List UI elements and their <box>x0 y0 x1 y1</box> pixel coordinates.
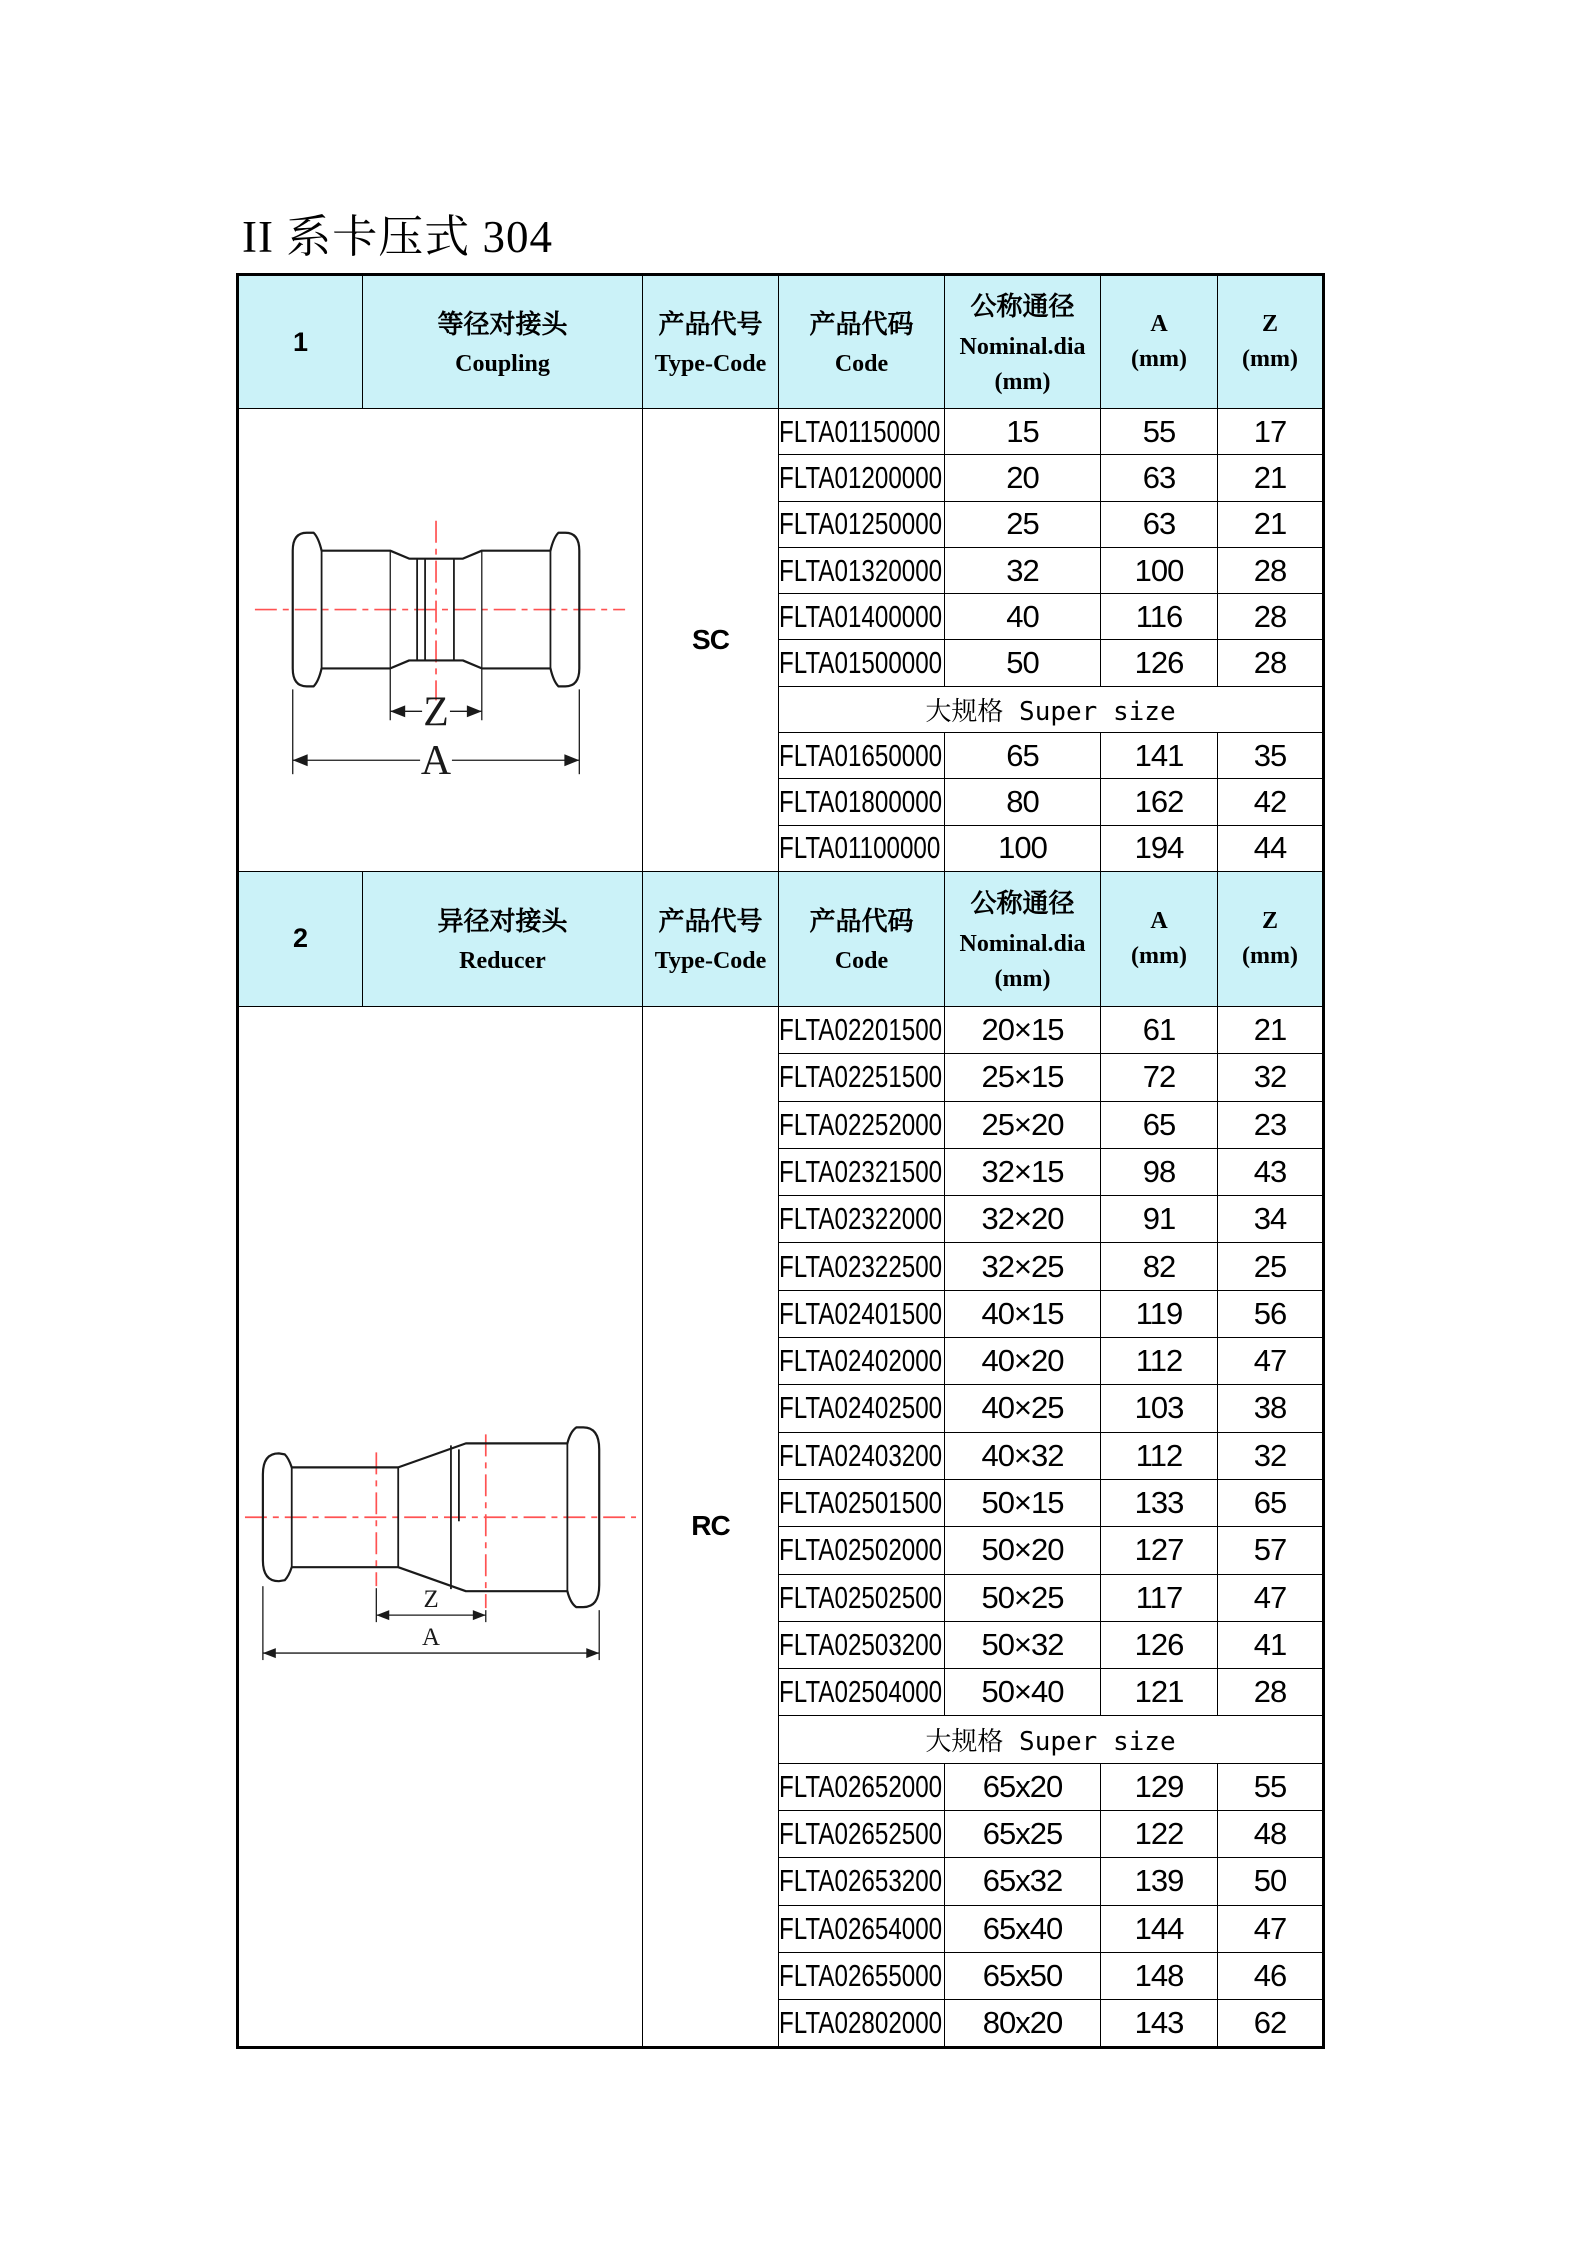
cell-product-code <box>779 455 945 501</box>
cell-z-mm: 47 <box>1218 1574 1324 1621</box>
product-code-text: FLTA01400000 <box>779 598 943 634</box>
cell-product-code <box>779 501 945 547</box>
cell-nominal-dia: 65x32 <box>945 1858 1101 1905</box>
cell-product-code <box>779 547 945 593</box>
product-code-text: FLTA02652000 <box>779 1768 943 1804</box>
column-header-code <box>779 871 945 1006</box>
cell-product-code <box>779 1385 945 1432</box>
cell-product-code <box>779 1148 945 1195</box>
product-code-text: FLTA01320000 <box>779 552 943 588</box>
cell-z-mm: 21 <box>1218 455 1324 501</box>
type-code-value: SC <box>643 409 779 872</box>
cell-product-code <box>779 1527 945 1574</box>
cell-z-mm: 34 <box>1218 1196 1324 1243</box>
product-code-text: FLTA01200000 <box>779 459 943 495</box>
product-code-text: FLTA02655000 <box>779 1958 943 1994</box>
column-header-type-code <box>643 871 779 1006</box>
cell-a-mm: 144 <box>1101 1905 1218 1952</box>
cell-z-mm: 17 <box>1218 409 1324 455</box>
cell-a-mm: 72 <box>1101 1054 1218 1101</box>
reducer-diagram-cell <box>238 1006 643 2047</box>
product-code-text: FLTA02802000 <box>779 2004 943 2040</box>
cell-nominal-dia: 50×40 <box>945 1669 1101 1716</box>
header-code-cn: 产品代码 <box>809 308 914 339</box>
header-code-cn: 产品代码 <box>809 905 914 936</box>
cell-z-mm: 21 <box>1218 1006 1324 1053</box>
cell-nominal-dia: 32 <box>945 547 1101 593</box>
cell-z-mm: 25 <box>1218 1243 1324 1290</box>
cell-a-mm: 162 <box>1101 779 1218 825</box>
cell-a-mm: 63 <box>1101 455 1218 501</box>
cell-nominal-dia: 32×15 <box>945 1148 1101 1195</box>
cell-nominal-dia: 65x25 <box>945 1811 1101 1858</box>
cell-z-mm: 41 <box>1218 1621 1324 1668</box>
cell-product-code <box>779 1243 945 1290</box>
cell-a-mm: 116 <box>1101 594 1218 640</box>
product-code-text: FLTA02322500 <box>779 1248 943 1284</box>
cell-a-mm: 121 <box>1101 1669 1218 1716</box>
dimension-label-a: A <box>420 738 452 785</box>
cell-nominal-dia: 50×20 <box>945 1527 1101 1574</box>
header-a-unit: (mm) <box>1131 942 1187 969</box>
header-nominal-en: Nominal.dia <box>959 333 1086 360</box>
cell-z-mm: 38 <box>1218 1385 1324 1432</box>
cell-nominal-dia: 40 <box>945 594 1101 640</box>
column-header-z <box>1218 275 1324 409</box>
cell-z-mm: 47 <box>1218 1338 1324 1385</box>
product-code-text: FLTA02654000 <box>779 1910 943 1946</box>
cell-product-code <box>779 1290 945 1337</box>
cell-a-mm: 112 <box>1101 1432 1218 1479</box>
column-header-nominal <box>945 871 1101 1006</box>
cell-nominal-dia: 32×20 <box>945 1196 1101 1243</box>
product-code-text: FLTA02322000 <box>779 1201 943 1237</box>
cell-z-mm: 28 <box>1218 1669 1324 1716</box>
cell-z-mm: 28 <box>1218 594 1324 640</box>
header-nominal-cn: 公称通径 <box>970 888 1075 919</box>
cell-product-code <box>779 1054 945 1101</box>
dimension-label-z: Z <box>423 689 449 736</box>
header-type-code-cn: 产品代号 <box>658 905 763 936</box>
spec-table <box>236 273 1325 2049</box>
cell-z-mm: 35 <box>1218 733 1324 779</box>
cell-product-code <box>779 1952 945 1999</box>
product-code-text: FLTA01650000 <box>779 737 943 773</box>
header-a-label: A <box>1150 311 1168 338</box>
cell-nominal-dia: 40×32 <box>945 1432 1101 1479</box>
product-code-text: FLTA02504000 <box>779 1674 943 1710</box>
section2-header-row <box>238 871 1324 1006</box>
cell-nominal-dia: 65x40 <box>945 1905 1101 1952</box>
cell-nominal-dia: 25 <box>945 501 1101 547</box>
cell-a-mm: 82 <box>1101 1243 1218 1290</box>
cell-a-mm: 55 <box>1101 409 1218 455</box>
cell-product-code <box>779 733 945 779</box>
cell-a-mm: 133 <box>1101 1479 1218 1526</box>
column-header-type-code <box>643 275 779 409</box>
cell-nominal-dia: 32×25 <box>945 1243 1101 1290</box>
cell-z-mm: 62 <box>1218 2000 1324 2047</box>
cell-product-code <box>779 1432 945 1479</box>
cell-a-mm: 91 <box>1101 1196 1218 1243</box>
cell-nominal-dia: 25×15 <box>945 1054 1101 1101</box>
cell-nominal-dia: 50×15 <box>945 1479 1101 1526</box>
cell-a-mm: 127 <box>1101 1527 1218 1574</box>
cell-a-mm: 119 <box>1101 1290 1218 1337</box>
cell-z-mm: 55 <box>1218 1763 1324 1810</box>
cell-a-mm: 143 <box>1101 2000 1218 2047</box>
cell-nominal-dia: 65x20 <box>945 1763 1101 1810</box>
cell-z-mm: 50 <box>1218 1858 1324 1905</box>
cell-product-code <box>779 1621 945 1668</box>
cell-z-mm: 28 <box>1218 640 1324 686</box>
column-header-a <box>1101 871 1218 1006</box>
reducer-diagram <box>239 1007 642 2046</box>
table-row <box>238 1006 1324 1053</box>
cell-nominal-dia: 100 <box>945 825 1101 871</box>
header-z-label: Z <box>1261 311 1278 338</box>
header-z-unit: (mm) <box>1242 346 1298 372</box>
cell-nominal-dia: 40×25 <box>945 1385 1101 1432</box>
cell-a-mm: 112 <box>1101 1338 1218 1385</box>
cell-z-mm: 46 <box>1218 1952 1324 1999</box>
product-code-text: FLTA02201500 <box>779 1012 943 1048</box>
cell-a-mm: 122 <box>1101 1811 1218 1858</box>
section2-name-cn: 异径对接头 <box>437 905 568 936</box>
cell-product-code <box>779 1101 945 1148</box>
header-type-code-en: Type-Code <box>654 948 767 975</box>
cell-nominal-dia: 20 <box>945 455 1101 501</box>
header-z-unit: (mm) <box>1242 942 1298 969</box>
section1-header-row <box>238 275 1324 409</box>
cell-product-code <box>779 1811 945 1858</box>
header-a-label: A <box>1150 908 1168 935</box>
column-header-z <box>1218 871 1324 1006</box>
product-code-text: FLTA01100000 <box>779 830 941 866</box>
cell-a-mm: 61 <box>1101 1006 1218 1053</box>
cell-z-mm: 43 <box>1218 1148 1324 1195</box>
table-row <box>238 409 1324 455</box>
cell-z-mm: 47 <box>1218 1905 1324 1952</box>
section2-index: 2 <box>238 871 363 1006</box>
cell-z-mm: 42 <box>1218 779 1324 825</box>
cell-product-code <box>779 2000 945 2047</box>
cell-z-mm: 57 <box>1218 1527 1324 1574</box>
cell-z-mm: 23 <box>1218 1101 1324 1148</box>
cell-nominal-dia: 20×15 <box>945 1006 1101 1053</box>
coupling-diagram-cell <box>238 409 643 872</box>
cell-z-mm: 21 <box>1218 501 1324 547</box>
cell-nominal-dia: 80x20 <box>945 2000 1101 2047</box>
section1-name-cn: 等径对接头 <box>437 308 568 339</box>
product-code-text: FLTA02502000 <box>779 1532 943 1568</box>
cell-nominal-dia: 40×20 <box>945 1338 1101 1385</box>
product-code-text: FLTA02251500 <box>779 1059 943 1095</box>
header-nominal-unit: (mm) <box>994 965 1051 992</box>
header-code-en: Code <box>834 948 889 975</box>
cell-product-code <box>779 1574 945 1621</box>
cell-product-code <box>779 1196 945 1243</box>
cell-product-code <box>779 779 945 825</box>
product-code-text: FLTA02503200 <box>779 1626 943 1662</box>
cell-a-mm: 126 <box>1101 1621 1218 1668</box>
cell-nominal-dia: 50 <box>945 640 1101 686</box>
super-size-label: 大规格 Super size <box>779 1716 1324 1763</box>
section1-index: 1 <box>238 275 363 409</box>
cell-a-mm: 148 <box>1101 1952 1218 1999</box>
cell-nominal-dia: 65 <box>945 733 1101 779</box>
cell-a-mm: 126 <box>1101 640 1218 686</box>
product-code-text: FLTA01800000 <box>779 784 943 820</box>
column-header-code <box>779 275 945 409</box>
cell-a-mm: 98 <box>1101 1148 1218 1195</box>
cell-z-mm: 32 <box>1218 1432 1324 1479</box>
product-code-text: FLTA02402500 <box>779 1390 943 1426</box>
product-code-text: FLTA02321500 <box>779 1154 943 1189</box>
dimension-label-z: Z <box>423 1586 439 1614</box>
section1-name-en: Coupling <box>455 351 550 378</box>
cell-nominal-dia: 40×15 <box>945 1290 1101 1337</box>
coupling-diagram <box>239 409 642 871</box>
cell-nominal-dia: 50×32 <box>945 1621 1101 1668</box>
header-type-code-en: Type-Code <box>654 351 767 378</box>
dimension-label-a: A <box>422 1624 441 1652</box>
cell-product-code <box>779 640 945 686</box>
super-size-label: 大规格 Super size <box>779 686 1324 732</box>
cell-nominal-dia: 50×25 <box>945 1574 1101 1621</box>
section2-name-header <box>363 871 643 1006</box>
cell-a-mm: 103 <box>1101 1385 1218 1432</box>
product-code-text: FLTA02501500 <box>779 1485 943 1521</box>
product-code-text: FLTA02403200 <box>779 1437 943 1473</box>
product-code-text: FLTA02402000 <box>779 1343 943 1379</box>
cell-product-code <box>779 825 945 871</box>
product-code-text: FLTA02252000 <box>779 1106 943 1142</box>
type-code-value: RC <box>643 1006 779 2047</box>
cell-a-mm: 65 <box>1101 1101 1218 1148</box>
product-code-text: FLTA02652500 <box>779 1816 943 1852</box>
cell-product-code <box>779 1669 945 1716</box>
cell-a-mm: 100 <box>1101 547 1218 593</box>
product-code-text: FLTA02401500 <box>779 1295 943 1331</box>
cell-product-code <box>779 409 945 455</box>
product-code-text: FLTA02653200 <box>779 1863 943 1899</box>
cell-a-mm: 63 <box>1101 501 1218 547</box>
header-a-unit: (mm) <box>1131 346 1187 372</box>
cell-z-mm: 32 <box>1218 1054 1324 1101</box>
section2-name-en: Reducer <box>459 948 546 975</box>
cell-z-mm: 44 <box>1218 825 1324 871</box>
header-nominal-en: Nominal.dia <box>959 930 1086 957</box>
cell-nominal-dia: 65x50 <box>945 1952 1101 1999</box>
cell-z-mm: 48 <box>1218 1811 1324 1858</box>
header-code-en: Code <box>834 351 889 378</box>
section1-name-header <box>363 275 643 409</box>
cell-a-mm: 117 <box>1101 1574 1218 1621</box>
header-nominal-unit: (mm) <box>994 368 1051 395</box>
column-header-a <box>1101 275 1218 409</box>
page-title: II 系卡压式 304 <box>242 212 553 262</box>
cell-nominal-dia: 15 <box>945 409 1101 455</box>
cell-nominal-dia: 25×20 <box>945 1101 1101 1148</box>
cell-product-code <box>779 1479 945 1526</box>
cell-product-code <box>779 594 945 640</box>
cell-product-code <box>779 1763 945 1810</box>
header-type-code-cn: 产品代号 <box>658 308 763 339</box>
cell-product-code <box>779 1858 945 1905</box>
cell-nominal-dia: 80 <box>945 779 1101 825</box>
product-code-text: FLTA01250000 <box>779 506 943 542</box>
cell-a-mm: 129 <box>1101 1763 1218 1810</box>
cell-a-mm: 194 <box>1101 825 1218 871</box>
product-code-text: FLTA02502500 <box>779 1579 943 1615</box>
cell-product-code <box>779 1338 945 1385</box>
cell-z-mm: 65 <box>1218 1479 1324 1526</box>
column-header-nominal <box>945 275 1101 409</box>
header-z-label: Z <box>1261 908 1278 935</box>
cell-a-mm: 141 <box>1101 733 1218 779</box>
cell-product-code <box>779 1006 945 1053</box>
cell-z-mm: 56 <box>1218 1290 1324 1337</box>
product-code-text: FLTA01150000 <box>779 413 941 449</box>
cell-product-code <box>779 1905 945 1952</box>
product-code-text: FLTA01500000 <box>779 645 943 681</box>
cell-z-mm: 28 <box>1218 547 1324 593</box>
cell-a-mm: 139 <box>1101 1858 1218 1905</box>
header-nominal-cn: 公称通径 <box>970 291 1075 322</box>
